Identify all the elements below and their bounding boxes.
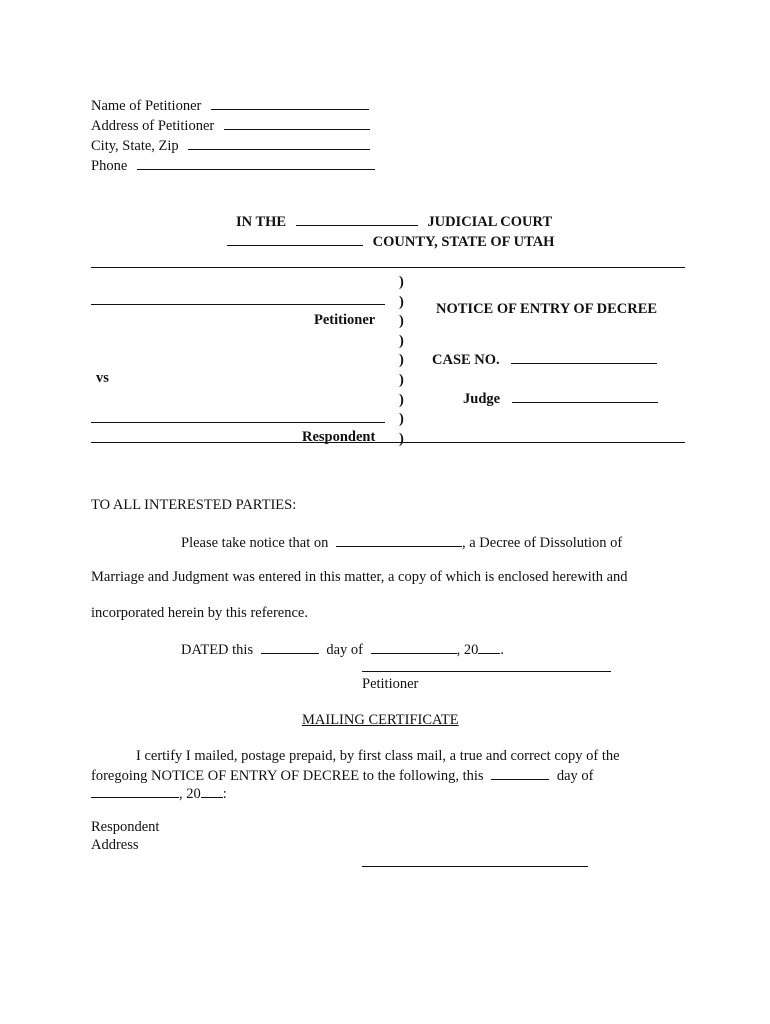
notice-paragraph-line3: incorporated herein by this reference. (91, 605, 308, 621)
court-suffix: JUDICIAL COURT (427, 214, 553, 230)
judge-label: Judge (463, 391, 501, 407)
petitioner-phone-label: Phone (91, 158, 128, 174)
paren: ) (399, 274, 404, 290)
paren: ) (399, 293, 404, 310)
court-prefix: IN THE (236, 214, 287, 230)
petitioner-role-label: Petitioner (314, 312, 376, 328)
respondent-role-label: Respondent (302, 429, 376, 445)
document-title: NOTICE OF ENTRY OF DECREE (436, 301, 658, 317)
paren: ) (399, 371, 404, 388)
certificate-signature-rule[interactable] (362, 866, 588, 867)
court-heading-line2 (227, 231, 554, 251)
decree-date-blank[interactable] (336, 532, 462, 547)
period: . (500, 642, 504, 658)
judicial-district-blank[interactable] (296, 211, 418, 226)
paren: ) (399, 430, 404, 447)
salutation: TO ALL INTERESTED PARTIES: (91, 497, 297, 513)
certificate-month-blank[interactable] (91, 783, 179, 798)
petitioner-name-blank[interactable] (211, 95, 369, 110)
petitioner-name-rule[interactable] (91, 304, 385, 305)
case-number-line (432, 349, 657, 369)
dated-line (181, 639, 504, 659)
paren: ) (399, 391, 404, 408)
paren: ) (399, 411, 404, 428)
county-suffix: COUNTY, STATE OF UTAH (372, 234, 555, 250)
vs-label: vs (96, 370, 109, 386)
day-of-label: day of (326, 642, 363, 658)
paren: ) (399, 313, 404, 330)
petitioner-phone-blank[interactable] (137, 155, 375, 170)
petitioner-city-blank[interactable] (188, 135, 370, 150)
petitioner-city-label: City, State, Zip (91, 138, 179, 154)
petitioner-phone-line (91, 155, 375, 175)
notice-text-start: Please take notice that on (181, 535, 329, 551)
certificate-line2-end: day of (556, 768, 594, 784)
dated-this-label: DATED this (181, 642, 254, 658)
county-blank[interactable] (227, 231, 363, 246)
case-number-blank[interactable] (511, 349, 657, 364)
signature-petitioner-label: Petitioner (362, 676, 419, 692)
notice-paragraph-line1 (181, 532, 622, 552)
court-heading-line1 (236, 211, 552, 231)
petitioner-address-label: Address of Petitioner (91, 118, 215, 134)
certificate-address-label: Address (91, 837, 139, 853)
certificate-year-prefix: , 20 (179, 786, 201, 802)
paren: ) (399, 332, 404, 349)
case-number-label: CASE NO. (432, 352, 500, 368)
caption-top-rule (91, 267, 685, 268)
notice-text-end: , a Decree of Dissolution of (462, 535, 623, 551)
judge-line (463, 388, 658, 408)
petitioner-address-line (91, 115, 370, 135)
petitioner-signature-rule[interactable] (362, 671, 611, 672)
dated-month-blank[interactable] (371, 639, 457, 654)
certificate-line2 (91, 765, 593, 785)
year-prefix: , 20 (456, 642, 479, 658)
certificate-line2-start: foregoing NOTICE OF ENTRY OF DECREE to the following, this (91, 768, 484, 784)
respondent-name-rule[interactable] (91, 422, 385, 423)
judge-blank[interactable] (512, 388, 658, 403)
certificate-day-blank[interactable] (491, 765, 549, 780)
caption-bottom-rule (91, 442, 685, 443)
dated-day-blank[interactable] (261, 639, 319, 654)
petitioner-name-label: Name of Petitioner (91, 98, 202, 114)
petitioner-address-blank[interactable] (224, 115, 370, 130)
certificate-respondent-label: Respondent (91, 819, 160, 835)
certificate-year-blank[interactable] (201, 783, 223, 798)
caption-parens (399, 273, 404, 449)
certificate-colon: : (222, 786, 227, 802)
mailing-certificate-heading: MAILING CERTIFICATE (302, 712, 459, 728)
certificate-line1: I certify I mailed, postage prepaid, by first class mail, a true and correct copy of the (136, 748, 620, 764)
paren: ) (399, 352, 404, 369)
petitioner-city-line (91, 135, 370, 155)
dated-year-blank[interactable] (478, 639, 500, 654)
certificate-line3 (91, 783, 227, 803)
petitioner-name-line (91, 95, 369, 115)
notice-paragraph-line2: Marriage and Judgment was entered in this matter, a copy of which is enclosed herewith and (91, 569, 628, 585)
